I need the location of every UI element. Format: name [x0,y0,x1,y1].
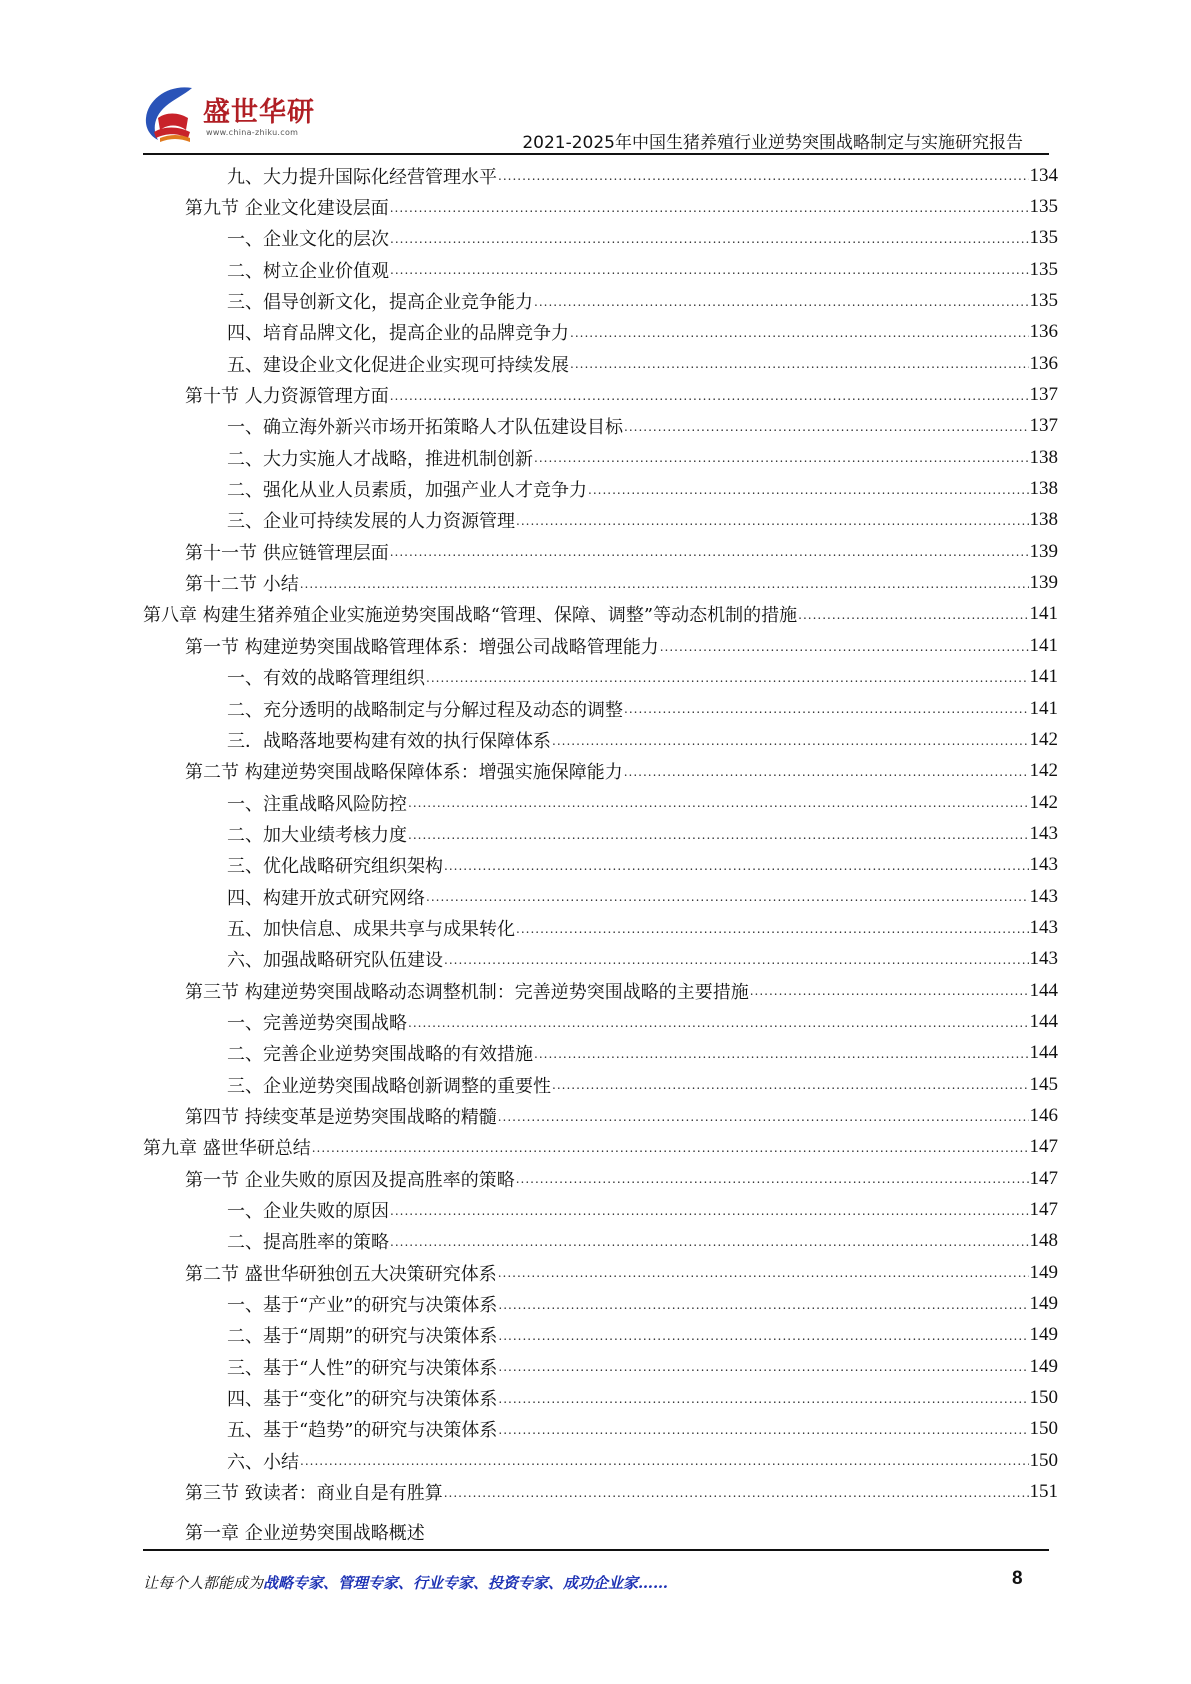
toc-entry-page: 142 [1029,728,1058,750]
toc-leader-dots [588,483,1029,505]
toc-entry-page: 151 [1029,1481,1058,1503]
toc-leader-dots [444,859,1029,881]
toc-entry-title: 第二节 构建逆势突围战略保障体系：增强实施保障能力 [185,762,623,784]
toc-leader-dots [390,263,1029,285]
toc-leader-dots [750,984,1029,1006]
toc-entry-page: 147 [1029,1167,1058,1189]
toc-entry[interactable] [143,912,1058,943]
toc-entry[interactable] [143,411,1058,442]
toc-entry-title: 一、企业失败的原因 [227,1201,389,1223]
toc-entry-title: 四、构建开放式研究网络 [227,887,425,909]
toc-leader-dots [570,357,1029,379]
toc-entry[interactable] [143,317,1058,348]
toc-entry-title: 二、大力实施人才战略，推进机制创新 [227,448,533,470]
toc-entry[interactable] [143,724,1058,755]
toc-leader-dots [516,514,1029,536]
toc-entry-page: 137 [1029,415,1058,437]
toc-entry-page: 143 [1029,885,1058,907]
toc-entry[interactable] [143,348,1058,379]
toc-entry-page: 145 [1029,1073,1058,1095]
toc-entry-page: 139 [1029,540,1058,562]
toc-entry-page: 142 [1029,791,1058,813]
toc-entry-page: 149 [1029,1293,1058,1315]
toc-entry[interactable] [143,285,1058,316]
toc-entry[interactable] [143,1038,1058,1069]
toc-entry-title: 六、加强战略研究队伍建设 [227,950,443,972]
toc-leader-dots [552,734,1029,756]
toc-leader-dots [498,1423,1028,1445]
toc-leader-dots [444,953,1029,975]
toc-entry-title: 一、注重战略风险防控 [227,793,407,815]
toc-entry-title: 一、企业文化的层次 [227,229,389,251]
toc-leader-dots [498,1360,1028,1382]
toc-entry[interactable] [143,881,1058,912]
toc-entry-page: 150 [1029,1418,1058,1440]
toc-entry-title: 第十一节 供应链管理层面 [185,542,389,564]
toc-leader-dots [444,1486,1029,1508]
toc-leader-dots [534,1047,1029,1069]
toc-entry[interactable] [143,536,1058,567]
toc-entry-title: 第十二节 小结 [185,574,299,596]
toc-entry-title: 二、基于“周期”的研究与决策体系 [227,1326,498,1348]
toc-entry[interactable] [143,505,1058,536]
toc-leader-dots [498,1110,1029,1132]
toc-entry-page: 147 [1029,1199,1058,1221]
toc-leader-dots [408,1016,1029,1038]
toc-entry-title: 五、基于“趋势”的研究与决策体系 [227,1420,498,1442]
toc-entry[interactable] [143,1445,1058,1476]
toc-entry-page: 141 [1029,666,1058,688]
footer-divider [143,1549,1049,1551]
toc-entry-page: 138 [1029,478,1058,500]
toc-entry[interactable] [143,1069,1058,1100]
toc-leader-dots [660,640,1029,662]
brand-name: 盛世华研 [203,97,315,128]
toc-leader-dots [516,922,1029,944]
toc-entry-title: 第十节 人力资源管理方面 [185,386,389,408]
header-divider [143,153,1049,155]
toc-leader-dots [498,1266,1029,1288]
toc-entry[interactable] [143,191,1058,222]
toc-leader-dots [390,201,1029,223]
toc-entry-page: 149 [1029,1261,1058,1283]
toc-leader-dots [534,451,1029,473]
toc-entry-page: 136 [1029,352,1058,374]
toc-entry[interactable] [143,693,1058,724]
toc-leader-dots [390,389,1029,411]
toc-entry[interactable] [143,223,1058,254]
toc-leader-dots [426,890,1029,912]
toc-entry[interactable] [143,975,1058,1006]
toc-entry-title: 四、培育品牌文化，提高企业的品牌竞争力 [227,323,569,345]
toc-entry-title: 五、建设企业文化促进企业实现可持续发展 [227,354,569,376]
toc-entry-title: 第八章 构建生猪养殖企业实施逆势突围战略“管理、保障、调整”等动态机制的措施 [143,605,798,627]
toc-entry-title: 二、完善企业逆势突围战略的有效措施 [227,1044,533,1066]
toc-leader-dots [300,1454,1029,1476]
toc-entry[interactable] [143,254,1058,285]
footer-slogan [143,1572,668,1593]
toc-entry-title: 四、基于“变化”的研究与决策体系 [227,1389,498,1411]
toc-entry-page: 139 [1029,572,1058,594]
next-chapter-heading: 第一章 企业逆势突围战略概述 [185,1523,425,1544]
toc-entry[interactable] [143,160,1058,191]
toc-leader-dots [498,1392,1028,1414]
brand-logo-icon [140,82,210,148]
toc-entry-page: 150 [1029,1449,1058,1471]
toc-entry-title: 三．战略落地要构建有效的执行保障体系 [227,730,551,752]
toc-entry-page: 136 [1029,321,1058,343]
toc-leader-dots [552,1078,1029,1100]
toc-entry-page: 146 [1029,1104,1058,1126]
toc-leader-dots [498,169,1029,191]
toc-leader-dots [300,577,1029,599]
page-header [0,0,1191,160]
toc-entry[interactable] [143,850,1058,881]
toc-entry-page: 135 [1029,258,1058,280]
toc-entry[interactable] [143,567,1058,598]
toc-entry[interactable] [143,630,1058,661]
toc-entry[interactable] [143,1288,1058,1319]
toc-entry[interactable] [143,1132,1058,1163]
toc-entry[interactable] [143,1320,1058,1351]
toc-entry-page: 142 [1029,760,1058,782]
toc-entry[interactable] [143,1163,1058,1194]
toc-entry-page: 134 [1029,164,1058,186]
toc-entry[interactable] [143,1351,1058,1382]
toc-entry-title: 二、充分透明的战略制定与分解过程及动态的调整 [227,699,623,721]
toc-leader-dots [624,420,1029,442]
toc-entry[interactable] [143,1476,1058,1507]
toc-entry-page: 147 [1029,1136,1058,1158]
toc-entry-page: 137 [1029,384,1058,406]
brand-logo [140,82,325,152]
toc-entry-page: 150 [1029,1387,1058,1409]
toc-entry-title: 第三节 致读者：商业自是有胜算 [185,1483,443,1505]
toc-entry-page: 143 [1029,822,1058,844]
toc-leader-dots [390,1235,1029,1257]
toc-entry-title: 二、提高胜率的策略 [227,1232,389,1254]
toc-entry-title: 第一节 构建逆势突围战略管理体系：增强公司战略管理能力 [185,636,659,658]
toc-entry-title: 一、有效的战略管理组织 [227,668,425,690]
toc-entry-title: 第九节 企业文化建设层面 [185,198,389,220]
toc-entry[interactable] [143,756,1058,787]
toc-entry-title: 第一节 企业失败的原因及提高胜率的策略 [185,1169,515,1191]
toc-entry-page: 143 [1029,948,1058,970]
toc-entry-title: 第九章 盛世华研总结 [143,1138,311,1160]
toc-entry-title: 三、基于“人性”的研究与决策体系 [227,1357,498,1379]
toc-entry[interactable] [143,944,1058,975]
toc-entry[interactable] [143,662,1058,693]
toc-entry[interactable] [143,1006,1058,1037]
toc-entry-page: 141 [1029,697,1058,719]
toc-entry-page: 135 [1029,290,1058,312]
toc-entry-title: 二、加大业绩考核力度 [227,824,407,846]
toc-leader-dots [624,702,1029,724]
toc-entry-title: 一、基于“产业”的研究与决策体系 [227,1295,498,1317]
toc-entry-title: 一、确立海外新兴市场开拓策略人才队伍建设目标 [227,417,623,439]
toc-leader-dots [390,545,1029,567]
toc-entry-page: 144 [1029,1010,1058,1032]
toc-entry-page: 143 [1029,916,1058,938]
toc-entry[interactable] [143,818,1058,849]
toc-entry-page: 149 [1029,1324,1058,1346]
toc-leader-dots [408,828,1029,850]
toc-entry-title: 二、强化从业人员素质，加强产业人才竞争力 [227,480,587,502]
toc-entry[interactable] [143,1257,1058,1288]
toc-entry-page: 141 [1029,603,1058,625]
toc-leader-dots [624,765,1029,787]
toc-entry-page: 138 [1029,509,1058,531]
toc-entry[interactable] [143,599,1058,630]
footer-slogan-highlight: 战略专家、管理专家、行业专家、投资专家、成功企业家…… [263,1574,669,1592]
toc-leader-dots [390,1204,1029,1226]
toc-entry-page: 149 [1029,1355,1058,1377]
toc-entry-title: 二、树立企业价值观 [227,260,389,282]
toc-entry-page: 141 [1029,634,1058,656]
toc-leader-dots [534,295,1029,317]
toc-leader-dots [312,1141,1029,1163]
toc-leader-dots [798,608,1028,630]
brand-url: www.china-zhiku.com [206,128,299,137]
toc-entry[interactable] [143,787,1058,818]
toc-entry[interactable] [143,442,1058,473]
table-of-contents [143,160,1058,1508]
toc-entry[interactable] [143,1226,1058,1257]
toc-entry-title: 三、倡导创新文化，提高企业竞争能力 [227,292,533,314]
toc-entry-title: 第三节 构建逆势突围战略动态调整机制：完善逆势突围战略的主要措施 [185,981,749,1003]
toc-leader-dots [498,1298,1028,1320]
toc-entry[interactable] [143,1382,1058,1413]
toc-leader-dots [408,796,1029,818]
toc-entry[interactable] [143,1194,1058,1225]
toc-entry[interactable] [143,379,1058,410]
toc-entry-title: 九、大力提升国际化经营管理水平 [227,166,497,188]
toc-entry-page: 144 [1029,979,1058,1001]
toc-entry-page: 143 [1029,854,1058,876]
toc-entry-title: 三、优化战略研究组织架构 [227,856,443,878]
toc-entry-title: 第二节 盛世华研独创五大决策研究体系 [185,1263,497,1285]
toc-leader-dots [426,671,1029,693]
toc-entry-page: 135 [1029,227,1058,249]
toc-entry-title: 三、企业逆势突围战略创新调整的重要性 [227,1075,551,1097]
toc-entry-page: 135 [1029,196,1058,218]
toc-entry-page: 148 [1029,1230,1058,1252]
toc-leader-dots [570,326,1029,348]
footer-slogan-prefix: 让每个人都能成为 [143,1574,264,1592]
toc-entry-title: 六、小结 [227,1451,299,1473]
toc-entry-title: 一、完善逆势突围战略 [227,1012,407,1034]
report-title: 2021-2025年中国生猪养殖行业逆势突围战略制定与实施研究报告 [522,133,1023,153]
toc-entry-title: 三、企业可持续发展的人力资源管理 [227,511,515,533]
toc-entry-page: 144 [1029,1042,1058,1064]
toc-entry-title: 五、加快信息、成果共享与成果转化 [227,918,515,940]
toc-entry-page: 138 [1029,446,1058,468]
toc-entry[interactable] [143,473,1058,504]
toc-entry-title: 第四节 持续变革是逆势突围战略的精髓 [185,1106,497,1128]
page-number: 8 [1012,1568,1023,1589]
toc-entry[interactable] [143,1100,1058,1131]
toc-leader-dots [390,232,1029,254]
toc-leader-dots [498,1329,1028,1351]
toc-leader-dots [516,1172,1029,1194]
toc-entry[interactable] [143,1414,1058,1445]
